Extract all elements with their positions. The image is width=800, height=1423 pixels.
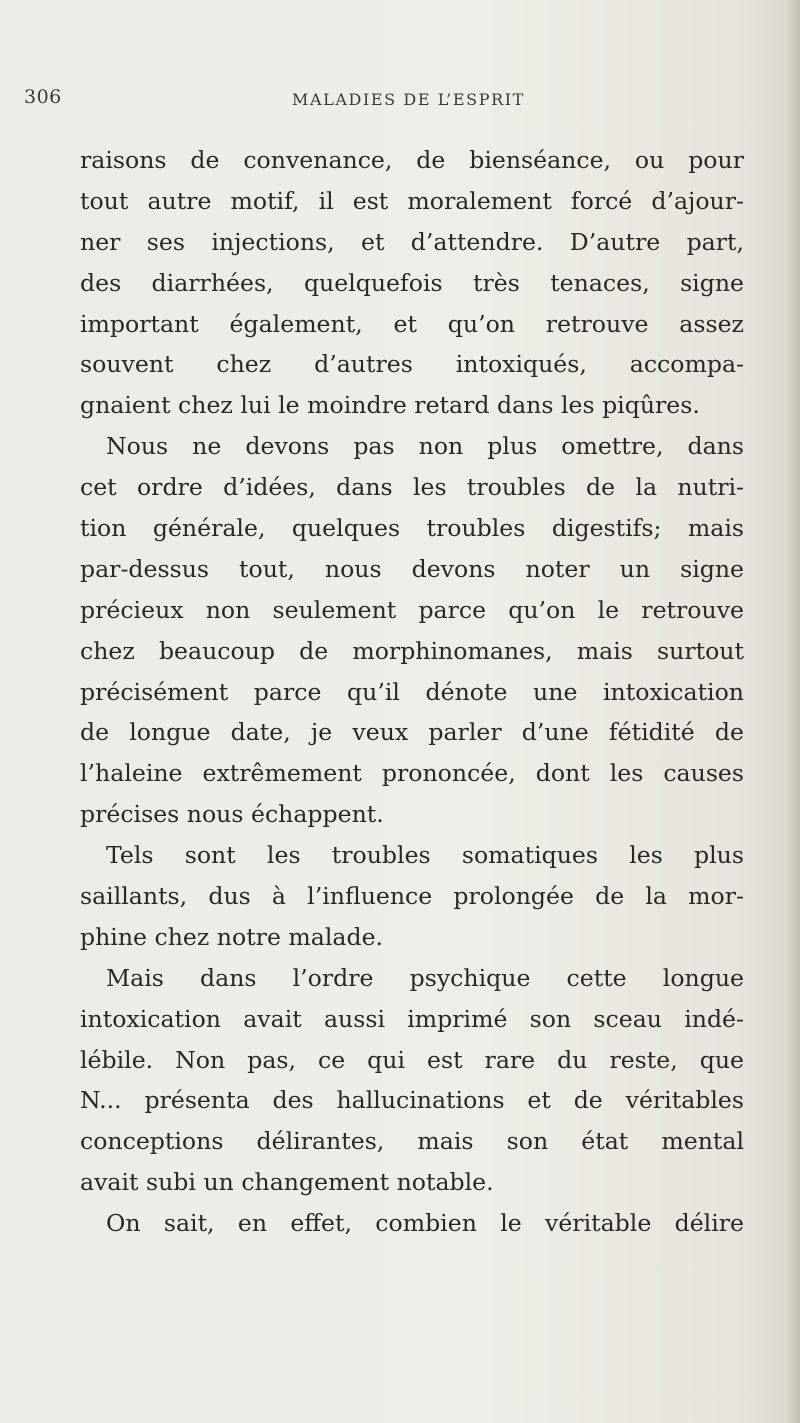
text-line: gnaient chez lui le moindre retard dans les piqûres. — [80, 391, 700, 420]
text-line: l’haleine extrêmement prononcée, dont les causes — [80, 759, 744, 788]
text-line: On sait, en effet, combien le véritable délire — [106, 1209, 744, 1238]
text-line: Nous ne devons pas non plus omettre, dans — [106, 432, 744, 461]
body-text — [80, 140, 744, 1244]
page-edge-shadow — [786, 0, 800, 1423]
text-line: tout autre motif, il est moralement forcé d’ajour- — [80, 186, 744, 215]
text-line: avait subi un changement notable. — [80, 1168, 494, 1197]
text-line: cet ordre d’idées, dans les troubles de la nutri- — [80, 473, 744, 502]
text-line: précises nous échappent. — [80, 800, 384, 829]
text-line: Mais dans l’ordre psychique cette longue — [106, 963, 744, 992]
text-line: conceptions délirantes, mais son état mental — [80, 1127, 744, 1156]
text-line: tion générale, quelques troubles digestifs; mais — [80, 514, 744, 543]
text-line: raisons de convenance, de bienséance, ou pour — [80, 146, 744, 174]
text-line: ner ses injections, et d’attendre. D’autre part, — [80, 227, 744, 256]
text-line: par-dessus tout, nous devons noter un signe — [80, 554, 744, 583]
text-line: lébile. Non pas, ce qui est rare du reste, que — [80, 1045, 744, 1074]
text-line: des diarrhées, quelquefois très tenaces, signe — [80, 268, 744, 297]
text-line: N... présenta des hallucinations et de véritables — [80, 1086, 744, 1115]
text-line: intoxication avait aussi imprimé son sceau indé- — [80, 1004, 744, 1033]
text-line: de longue date, je veux parler d’une fétidité de — [80, 718, 744, 747]
page-header — [0, 86, 800, 122]
text-line: précieux non seulement parce qu’on le retrouve — [80, 595, 744, 624]
text-line: phine chez notre malade. — [80, 922, 384, 951]
text-line: Tels sont les troubles somatiques les plus — [106, 841, 744, 870]
text-line: chez beaucoup de morphinomanes, mais surtout — [80, 636, 744, 665]
text-line: important également, et qu’on retrouve assez — [80, 309, 744, 338]
running-title: MALADIES DE L’ESPRIT — [292, 90, 525, 109]
text-line: saillants, dus à l’influence prolongée de la mor- — [80, 882, 744, 911]
text-line: souvent chez d’autres intoxiqués, accompa- — [80, 350, 744, 379]
page-number: 306 — [24, 86, 62, 108]
text-line: précisément parce qu’il dénote une intoxication — [80, 677, 744, 706]
